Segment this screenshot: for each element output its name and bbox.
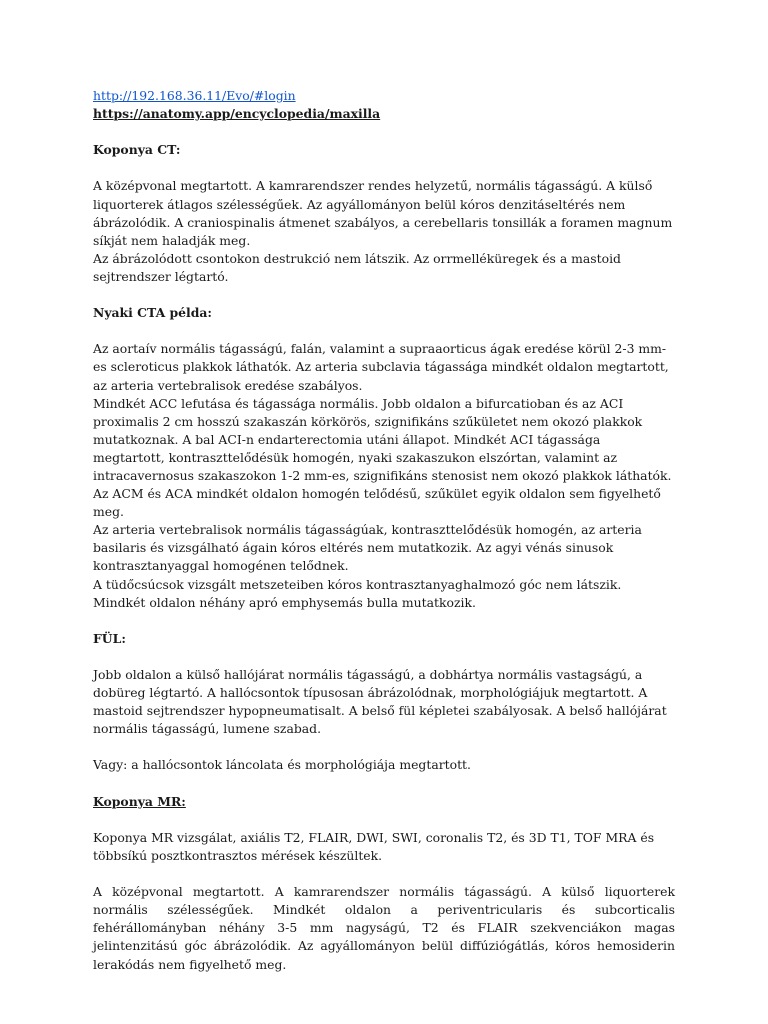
anatomy-link[interactable]: https://anatomy.app/encyclopedia/maxilla bbox=[93, 106, 381, 122]
nyaki-cta-paragraph-3: Az arteria vertebralisok normális tágasságúak, kontraszttelődésük homogén, az arteria basilaris és vizsgálható ágain kóros eltérés nem mutatkozik. Az agyi vénás sinusok kontrasztanyaggal homogénen telődnek. bbox=[93, 522, 642, 574]
koponya-mr-paragraph-1: Koponya MR vizsgálat, axiális T2, FLAIR, DWI, SWI, coronalis T2, és 3D T1, TOF MRA és többsíkú posztkontrasztos mérések készültek. bbox=[93, 829, 655, 863]
ful-paragraph-2: Vagy: a hallócsontok láncolata és morphológiája megtartott. bbox=[93, 757, 471, 773]
ful-paragraph-1: Jobb oldalon a külső hallójárat normális tágasságú, a dobhártya normális vastagságú, a dobüreg légtartó. A hallócsontok típusosan ábrázolódnak, morphológiájuk megtartott. A mastoid sejtrendszer hypopneumatisalt. A belső fül képletei szabályosak. A belső hallójárat normális tágasságú, lumene szabad. bbox=[93, 667, 667, 737]
koponya-ct-heading: Koponya CT: bbox=[93, 142, 181, 158]
koponya-mr-heading: Koponya MR: bbox=[93, 793, 186, 809]
koponya-ct-paragraph-2: Az ábrázolódott csontokon destrukció nem látszik. Az orrmelléküregek és a mastoid sejtrendszer légtartó. bbox=[93, 250, 621, 284]
nyaki-cta-paragraph-1: Az aortaív normális tágasságú, falán, valamint a supraaorticus ágak eredése körül 2-3 mm-es scleroticus plakkok láthatók. Az arteria subclavia tágassága mindkét oldalon megtartott, az arteria vertebralisok eredése szabályos. bbox=[93, 341, 669, 393]
koponya-ct-paragraph-1: A középvonal megtartott. A kamrarendszer rendes helyzetű, normális tágasságú. A külső liquorterek átlagos szélességűek. Az agyállományon belül kóros denzitáseltérés nem ábrázolódik. A craniospinalis átmenet szabályos, a cerebellaris tonsillák a foramen magnum síkját nem haladják meg. bbox=[93, 178, 673, 248]
link-list bbox=[93, 87, 675, 123]
nyaki-cta-heading: Nyaki CTA példa: bbox=[93, 305, 213, 321]
evo-login-link[interactable]: http://192.168.36.11/Evo/#login bbox=[93, 88, 296, 103]
ful-heading: FÜL: bbox=[93, 630, 126, 646]
nyaki-cta-paragraph-2: Mindkét ACC lefutása és tágassága normális. Jobb oldalon a bifurcatioban és az ACI proximalis 2 cm hosszú szakaszán körkörös, szignifikáns szűkületet nem okozó plakkok mutatkoznak. A bal ACI-n endarterectomia utáni állapot. Mindkét ACI tágassága megtartott, kontraszttelődésük homogén, nyaki szakaszukon elszórtan, valamint az intracavernosus szakaszokon 1-2 mm-es, szignifikáns stenosist nem okozó plakkok láthatók. Az ACM és ACA mindkét oldalon homogén telődésű, szűkület egyik oldalon sem figyelhető meg. bbox=[93, 395, 672, 520]
nyaki-cta-paragraph-4: A tüdőcsúcsok vizsgált metszeteiben kóros kontrasztanyaghalmozó góc nem látszik. Mindkét oldalon néhány apró emphysemás bulla mutatkozik. bbox=[93, 576, 622, 610]
document-page bbox=[93, 87, 675, 974]
koponya-mr-paragraph-2: A középvonal megtartott. A kamrarendszer normális tágasságú. A külső liquorterek normális szélességűek. Mindkét oldalon a periventricularis és subcorticalis fehérállományban néhány 3-5 mm nagyságú, T2 és FLAIR szekvenciákon magas jelintenzitású góc ábrázolódik. Az agyállományon belül diffúziógátlás, kóros hemosiderin lerakódás nem figyelhető meg. bbox=[93, 884, 675, 972]
